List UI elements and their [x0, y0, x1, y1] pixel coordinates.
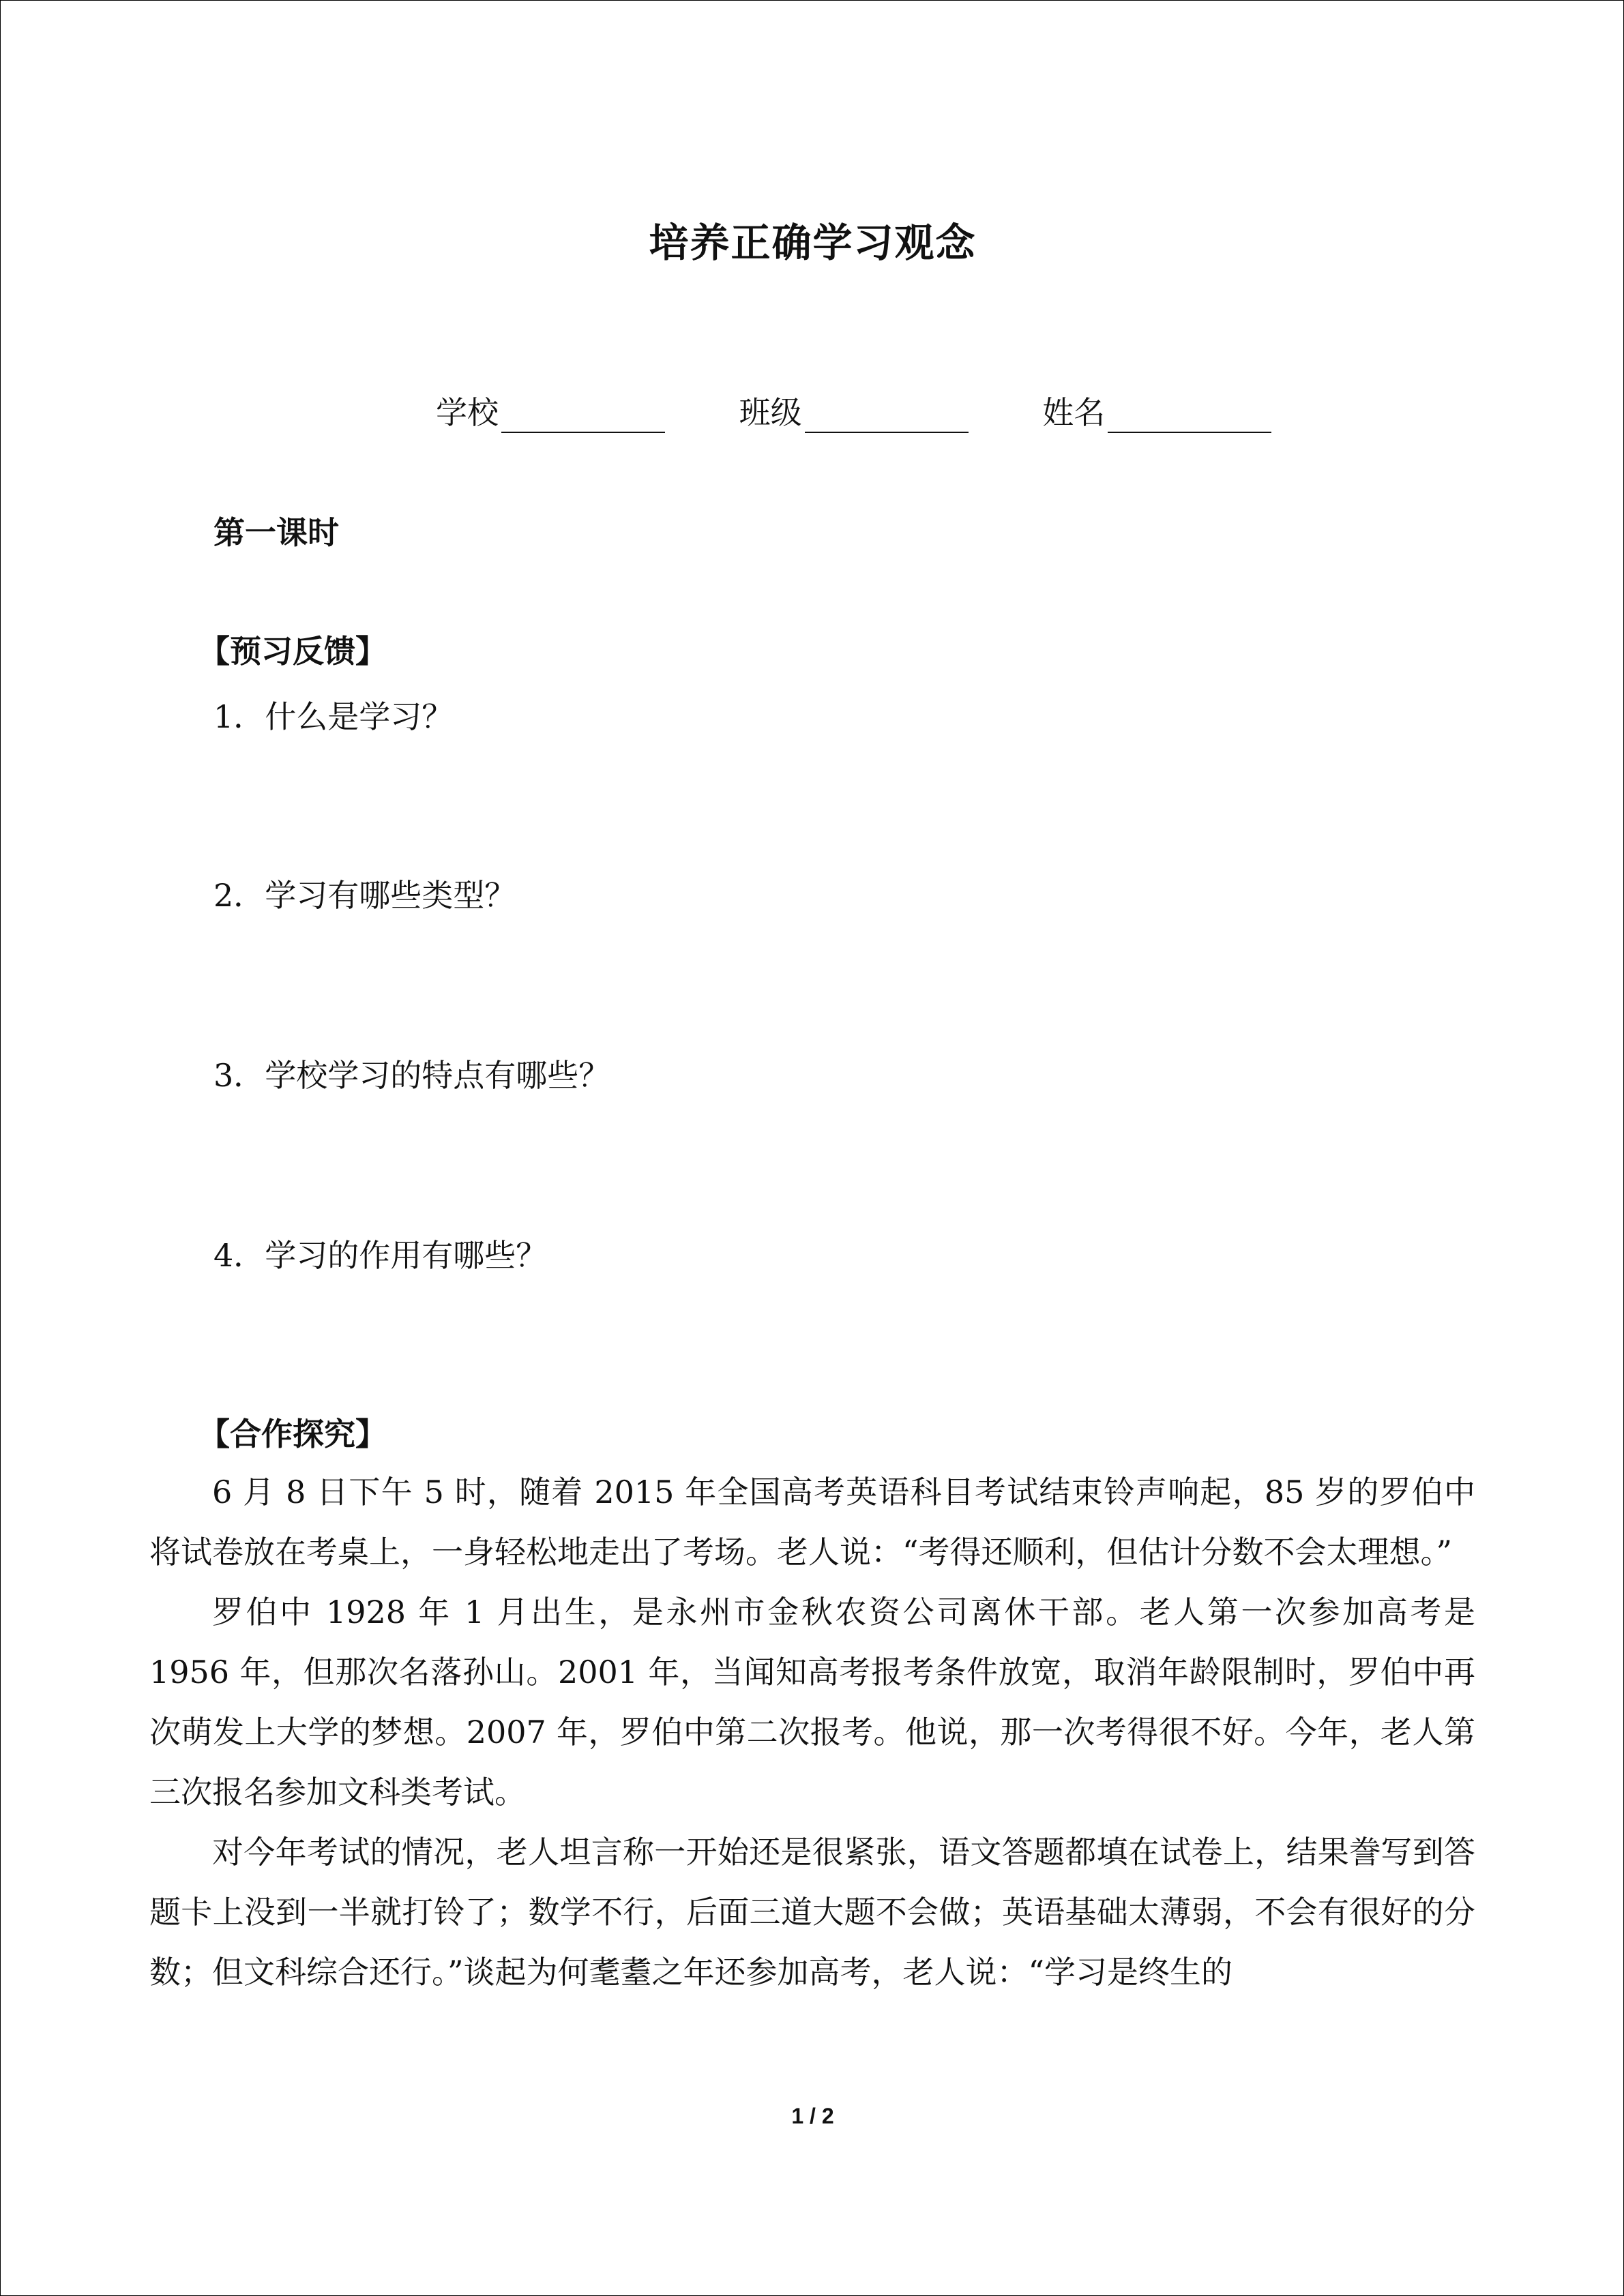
name-label: 姓名 [1042, 394, 1106, 431]
school-field [436, 388, 665, 433]
cooperation-article [149, 1462, 1475, 2002]
cooperation-heading: 【合作探究】 [198, 1416, 387, 1452]
class-field [739, 388, 969, 433]
article-paragraph: 对今年考试的情况，老人坦言称一开始还是很紧张，语文答题都填在试卷上，结果誊写到答题卡上没到一半就打铃了；数学不行，后面三道大题不会做；英语基础太薄弱，不会有很好的分数；但文科综合还行。”谈起为何耄耋之年还参加高考，老人说：“学习是终生的 [149, 1834, 1475, 1991]
preview-heading: 【预习反馈】 [198, 633, 387, 670]
article-paragraph: 6 月 8 日下午 5 时，随着 2015 年全国高考英语科目考试结束铃声响起，85 岁的罗伯中将试卷放在考桌上，一身轻松地走出了考场。老人说：“考得还顺利，但估计分数不会太理想。” [149, 1474, 1475, 1570]
page-title: 培养正确学习观念 [649, 220, 977, 266]
preview-question: 4．学习的作用有哪些？ [213, 1237, 548, 1274]
class-label: 班级 [739, 394, 802, 431]
name-field [1042, 388, 1271, 433]
page-number: 1 / 2 [791, 2104, 834, 2128]
preview-question: 2．学习有哪些类型？ [213, 877, 516, 914]
preview-question: 1．什么是学习？ [213, 698, 454, 735]
class-blank [805, 402, 969, 433]
school-blank [501, 402, 665, 433]
name-blank [1108, 402, 1271, 433]
school-label: 学校 [436, 394, 499, 431]
preview-question: 3．学校学习的特点有哪些？ [213, 1057, 610, 1094]
lesson-heading: 第一课时 [213, 514, 339, 551]
student-info-row [436, 388, 1254, 433]
article-paragraph: 罗伯中 1928 年 1 月出生，是永州市金秋农资公司离休干部。老人第一次参加高考是 1956 年，但那次名落孙山。2001 年，当闻知高考报考条件放宽，取消年龄限制时，罗伯中再次萌发上大学的梦想。2007 年，罗伯中第二次报考。他说，那一次考得很不好。今年，老人第三次报名参加文科类考试。 [149, 1594, 1475, 1810]
